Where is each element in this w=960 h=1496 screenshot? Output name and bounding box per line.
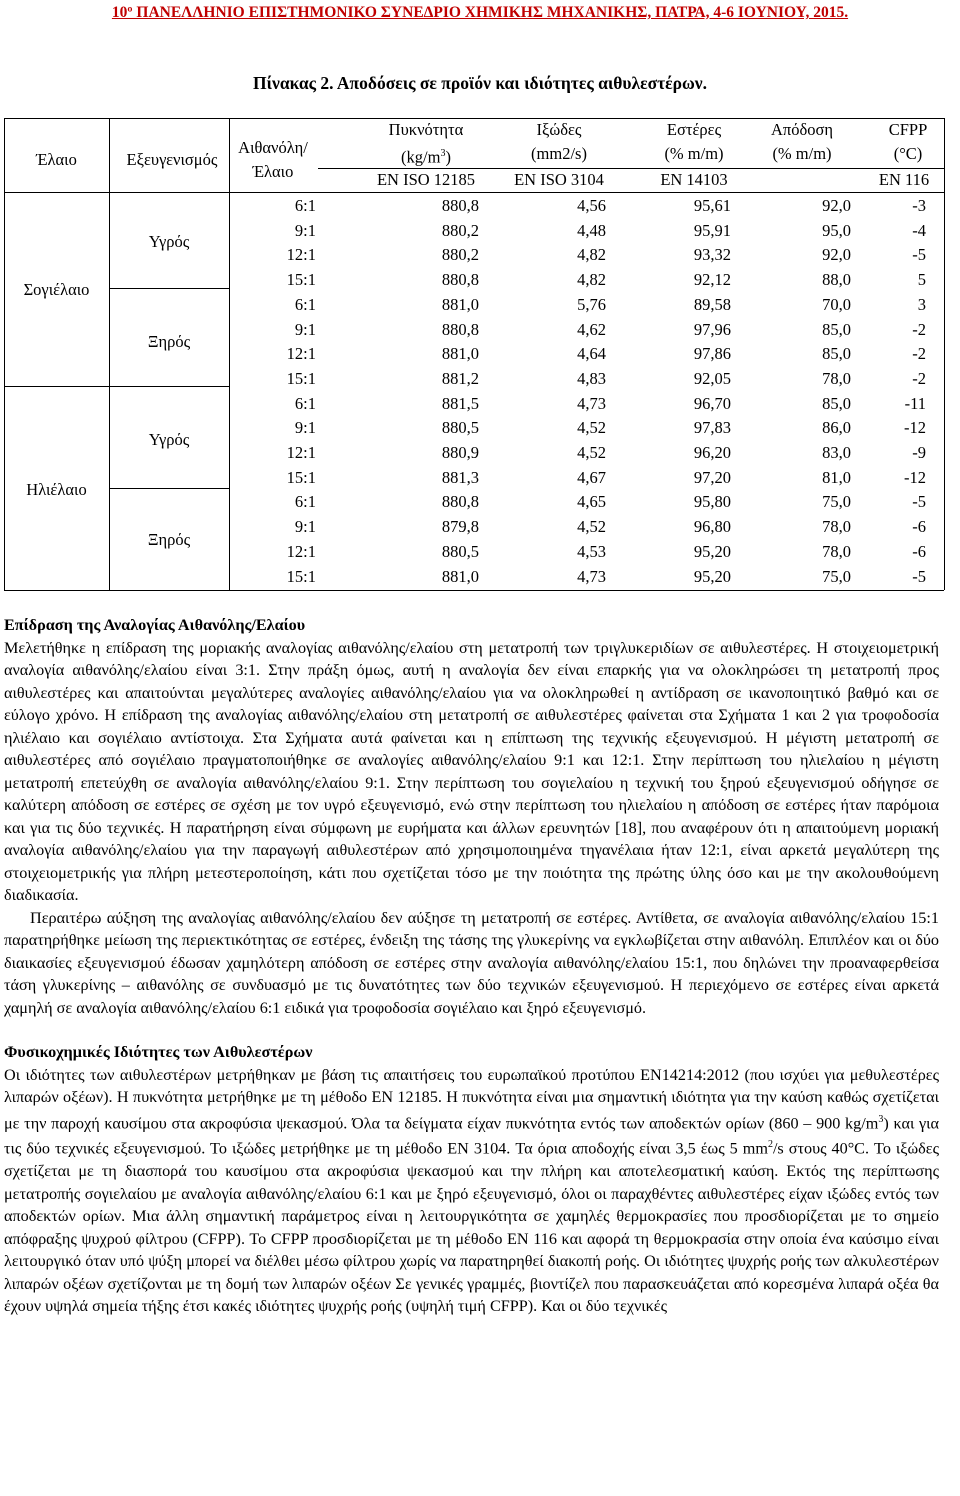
cell-ratio: 15:1 bbox=[286, 566, 316, 586]
table-row bbox=[4, 540, 944, 565]
refining-group-3: Υγρός bbox=[148, 430, 190, 449]
cell-density: 881,0 bbox=[441, 344, 479, 364]
cell-ratio: 6:1 bbox=[294, 492, 316, 512]
table-row bbox=[4, 342, 944, 367]
cell-yield: 92,0 bbox=[822, 196, 851, 215]
cell-esters: 92,05 bbox=[693, 368, 731, 388]
header-cfpp-line1: CFPP bbox=[888, 120, 928, 139]
cell-viscosity: 4,52 bbox=[577, 517, 606, 537]
cell-esters: 95,61 bbox=[693, 196, 731, 215]
cell-yield: 81,0 bbox=[822, 467, 851, 487]
cell-ratio: 6:1 bbox=[294, 294, 316, 314]
cell-viscosity: 5,76 bbox=[577, 294, 606, 314]
paragraph-properties: Οι ιδιότητες των αιθυλεστέρων μετρήθηκαν με βάση τις απαιτήσεις του ευρωπαϊκού προτύπου EN14214:2012 (που ισχύει για μεθυλεστέρες λιπαρών οξέων). Η πυκνότητα μετρήθηκε με τη μέθοδο EN 12185. Η πυκνότητα είναι μια σημαντική ιδιότητα για την καύση καθώς σχετίζεται με την παροχή καυσίμου στα ακροφύσια ψεκασμού. Όλα τα δείγματα είχαν πυκνότητα εντός των αποδεκτών ορίων (860 – 900 $kg/m^3$) και για τις δύο τεχνικές εξευγενισμού. Το ιξώδες μετρήθηκε με τη μέθοδο EN 3104. Τα όρια αποδοχής είναι 3,5 έως 5 $mm^2/s$ στους 40°C. Το ιξώδες σχετίζεται με τη διασπορά του καυσίμου στα ακροφύσια ψεκασμού και την πλήρη και αποτελεσματική καύση. Εκτός της περίπτωσης μετατροπής σογιελαίου με αναλογία αιθανόλης/ελαίου 6:1 και με ξηρό εξευγενισμό, όλοι οι παραχθέντες αιθυλεστέρες είχαν ιξώδες εντός των αποδεκτών ορίων. Μια άλλη σημαντική παράμετρος είναι η λειτουργικότητα σε χαμηλές θερμοκρασίες που προσδιορίζεται με το σημείο απόφραξης ψυχρού φίλτρου (CFPP). Το CFPP προσδιορίζεται με τη μέθοδο EN 116 και αφορά τη θερμοκρασία στην οποία ένα καύσιμο είναι λειτουργικό όταν υπό ψύξη μπορεί να διέλθει μέσω φίλτρου χωρίς να παρατηρηθεί διακοπή ροής. Οι ιδιότητες ψυχρής ροής των αλκυλεστέρων λιπαρών οξέων σχετίζονται με τη δομή των λιπαρών οξέων Σε γενικές γραμμές, βιοντίζελ που παρασκευάζεται από κορεσμένα λιπαρά οξέα θα έχουν υψηλά σημεία τήξης έτσι κακές ιδιότητες ψυχρής ροής (υψηλή τιμή CFPP). Και οι δύο τεχνικές bbox=[4, 1065, 939, 1316]
cell-cfpp: 3 bbox=[917, 294, 926, 314]
cell-esters: 96,20 bbox=[693, 443, 731, 462]
table-row bbox=[4, 565, 944, 590]
cell-esters: 97,96 bbox=[693, 319, 731, 339]
header-yield-line1: Απόδοση bbox=[770, 120, 834, 139]
standard-viscosity: EN ISO 3104 bbox=[514, 170, 604, 189]
cell-viscosity: 4,67 bbox=[577, 467, 606, 487]
refining-group-2: Ξηρός bbox=[147, 332, 191, 351]
cell-viscosity: 4,52 bbox=[577, 443, 606, 462]
density-superscript: 3 bbox=[440, 148, 446, 159]
cell-cfpp: -3 bbox=[912, 196, 926, 215]
cell-yield: 85,0 bbox=[822, 319, 851, 339]
cell-density: 879,8 bbox=[441, 517, 479, 537]
cell-ratio: 15:1 bbox=[286, 467, 316, 487]
cell-cfpp: -12 bbox=[904, 418, 926, 438]
body-text bbox=[4, 614, 939, 1318]
header-cfpp-line2: (°C) bbox=[893, 144, 923, 163]
cell-yield: 75,0 bbox=[822, 566, 851, 586]
cell-yield: 86,0 bbox=[822, 418, 851, 438]
refining-group-1: Υγρός bbox=[148, 232, 190, 251]
cell-yield: 78,0 bbox=[822, 541, 851, 561]
cell-esters: 96,70 bbox=[693, 393, 731, 413]
cell-esters: 95,20 bbox=[693, 541, 731, 561]
table-row bbox=[4, 515, 944, 540]
cell-viscosity: 4,53 bbox=[577, 541, 606, 561]
header-refining: Εξευγενισμός bbox=[126, 150, 218, 169]
standard-esters: EN 14103 bbox=[660, 170, 728, 189]
cell-ratio: 9:1 bbox=[294, 517, 316, 537]
cell-density: 881,3 bbox=[441, 467, 479, 487]
cell-density: 881,0 bbox=[441, 566, 479, 586]
cell-cfpp: -9 bbox=[912, 443, 926, 462]
cell-density: 880,8 bbox=[441, 492, 479, 512]
cell-viscosity: 4,65 bbox=[577, 492, 606, 512]
cell-yield: 78,0 bbox=[822, 368, 851, 388]
cell-ratio: 15:1 bbox=[286, 270, 316, 290]
cell-yield: 70,0 bbox=[822, 294, 851, 314]
header-viscosity-line2: (mm2/s) bbox=[531, 144, 587, 163]
header-yield-line2: (% m/m) bbox=[772, 144, 832, 163]
oil-group-sunflower: Ηλιέλαιο bbox=[26, 480, 87, 499]
page-header: 10º ΠΑΝΕΛΛΗΝΙΟ ΕΠΙΣΤΗΜΟΝΙΚΟ ΣΥΝΕΔΡΙΟ ΧΗΜΙΚΗΣ ΜΗΧΑΝΙΚΗΣ, ΠΑΤΡΑ, 4-6 ΙΟΥΝΙΟΥ, 2015. bbox=[111, 4, 849, 21]
paragraph-ratio-2: Περαιτέρω αύξηση της αναλογίας αιθανόλης/ελαίου δεν αύξησε τη μετατροπή σε εστέρες. Αντίθετα, σε αναλογία αιθανόλης/ελαίου 15:1 παρατηρήθηκε μείωση της περιεκτικότητας σε εστέρες, ένδειξη της τάσης της γλυκερίνης να εγκλωβίζεται στην αιθανόλη. Επιπλέον και οι δύο διαικασίες εξευγενισμού έδωσαν χαμηλότερη απόδοση σε εστέρες στην αναλογία αιθανόλης/ελαίου 15:1, που δηλώνει την προαναφερθείσα τάση γλυκερίνης – αιθανόλης σε συνδυασμό με τις δυνατότητες των δύο τεχνικών εξευγενισμού. Η περιεχόμενο σε εστέρες είναι αρκετά χαμηλή σε αναλογία αιθανόλης/ελαίου 6:1 ειδικά για τροφοδοσία σογιέλαιο και ξηρό εξευγενισμό. bbox=[4, 908, 939, 1017]
table-row bbox=[4, 194, 944, 219]
cell-viscosity: 4,52 bbox=[577, 418, 606, 438]
table-caption: Πίνακας 2. Αποδόσεις σε προϊόν και ιδιότητες αιθυλεστέρων. bbox=[253, 73, 707, 93]
cell-yield: 95,0 bbox=[822, 220, 851, 240]
cell-cfpp: -4 bbox=[912, 220, 926, 240]
cell-ratio: 12:1 bbox=[286, 245, 316, 265]
header-oil: Έλαιο bbox=[36, 150, 77, 169]
cell-esters: 97,83 bbox=[693, 418, 731, 438]
cell-ratio: 6:1 bbox=[294, 196, 316, 215]
cell-density: 880,2 bbox=[441, 220, 479, 240]
header-ratio-line2: Έλαιο bbox=[252, 162, 294, 181]
table-top-border bbox=[4, 118, 944, 119]
refining-group-4: Ξηρός bbox=[147, 530, 191, 549]
standard-density: EN ISO 12185 bbox=[376, 170, 476, 189]
cell-esters: 95,20 bbox=[693, 566, 731, 586]
cell-viscosity: 4,62 bbox=[577, 319, 606, 339]
cell-viscosity: 4,64 bbox=[577, 344, 606, 364]
cell-cfpp: -11 bbox=[904, 393, 926, 413]
cell-cfpp: -12 bbox=[904, 467, 926, 487]
header-viscosity-line1: Ιξώδες bbox=[536, 120, 582, 139]
cell-esters: 97,20 bbox=[693, 467, 731, 487]
cell-yield: 88,0 bbox=[822, 270, 851, 290]
cell-cfpp: -2 bbox=[912, 344, 926, 364]
standards-row-top bbox=[318, 168, 944, 169]
cell-yield: 92,0 bbox=[822, 245, 851, 265]
cell-density: 881,5 bbox=[441, 393, 479, 413]
table-row bbox=[4, 219, 944, 244]
header-density-line1: Πυκνότητα bbox=[388, 120, 464, 139]
table-row bbox=[4, 318, 944, 343]
cell-yield: 85,0 bbox=[822, 344, 851, 364]
header-esters-line2: (% m/m) bbox=[664, 144, 724, 163]
cell-density: 880,8 bbox=[441, 319, 479, 339]
table-row bbox=[4, 293, 944, 318]
cell-ratio: 9:1 bbox=[294, 418, 316, 438]
cell-ratio: 12:1 bbox=[286, 541, 316, 561]
cell-density: 880,8 bbox=[441, 270, 479, 290]
cell-yield: 75,0 bbox=[822, 492, 851, 512]
cell-viscosity: 4,73 bbox=[577, 566, 606, 586]
cell-esters: 96,80 bbox=[693, 517, 731, 537]
cell-esters: 89,58 bbox=[693, 294, 731, 314]
table-bottom-border bbox=[4, 590, 944, 591]
table-row bbox=[4, 243, 944, 268]
cell-viscosity: 4,48 bbox=[577, 220, 606, 240]
cell-cfpp: -6 bbox=[912, 517, 926, 537]
table-row bbox=[4, 441, 944, 466]
cell-density: 880,5 bbox=[441, 418, 479, 438]
cell-cfpp: -2 bbox=[912, 319, 926, 339]
cell-viscosity: 4,82 bbox=[577, 270, 606, 290]
cell-density: 880,9 bbox=[441, 443, 479, 462]
section-title-ratio: Επίδραση της Αναλογίας Αιθανόλης/Ελαίου bbox=[4, 616, 306, 634]
cell-cfpp: -6 bbox=[912, 541, 926, 561]
cell-ratio: 9:1 bbox=[294, 220, 316, 240]
cell-density: 880,8 bbox=[441, 196, 479, 215]
cell-cfpp: -5 bbox=[912, 245, 926, 265]
cell-ratio: 15:1 bbox=[286, 368, 316, 388]
cell-yield: 83,0 bbox=[822, 443, 851, 462]
section-title-properties: Φυσικοχημικές Ιδιότητες των Αιθυλεστέρων bbox=[4, 1043, 313, 1061]
cell-cfpp: 5 bbox=[917, 270, 926, 290]
cell-viscosity: 4,82 bbox=[577, 245, 606, 265]
standard-cfpp: EN 116 bbox=[878, 170, 930, 189]
cell-cfpp: -5 bbox=[912, 492, 926, 512]
header-bottom-border bbox=[4, 192, 944, 193]
cell-viscosity: 4,73 bbox=[577, 393, 606, 413]
table-row bbox=[4, 392, 944, 417]
cell-viscosity: 4,83 bbox=[577, 368, 606, 388]
cell-density: 881,0 bbox=[441, 294, 479, 314]
paragraph-ratio-1: Μελετήθηκε η επίδραση της μοριακής αναλογίας αιθανόλης/ελαίου στη μετατροπή των τριγλυκεριδίων σε αιθυλεστέρες. Η στοιχειομετρική αναλογία αιθανόλης/ελαίου είναι 3:1. Στην πράξη όμως, αυτή η αναλογία δεν είναι επαρκής για να ολοκληρώσει τη μετατροπή προς αιθυλεστέρες και απαιτούνται μεγαλύτερες αναλογίες αιθανόλης/ελαίου για να ολοκληρωθεί η αντίδραση σε ικανοποιητικό βαθμό και σε εύλογο χρόνο. Η επίδραση της αναλογίας αιθανόλης/ελαίου στη μετατροπή σε αιθυλεστέρες φαίνεται στα Σχήματα 1 και 2 για τροφοδοσία ηλιέλαιο και σογιέλαιο αντίστοιχα. Στα Σχήματα αυτά φαίνεται και η επίπτωση της τεχνικής εξευγενισμού. Η μέγιστη μετατροπή σε αιθυλεστέρες από σογιέλαιο πραγματοποιήθηκε σε αναλογίες αιθανόλης/ελαίου 9:1 και 12:1. Στην περίπτωση του ηλιελαίου η μέγιστη μετατροπή επετεύχθη σε αναλογία αιθανόλης/ελαίου 9:1. Στην περίπτωση του σογιελαίου η τεχνική του ξηρού εξευγενισμού οδήγησε σε καλύτερη απόδοση σε εστέρες σε σχέση με τον υγρό εξευγενισμό, ενώ στην περίπτωση του ηλιελαίου η απόδοση σε εστέρες ήταν παρόμοια και για τις δύο τεχνικές. Η παρατήρηση είναι σύμφωνη με ευρήματα και άλλων ερευνητών [18], που αναφέρουν ότι η απαιτούμενη μοριακή αναλογία αιθανόλης/ελαίου για την παραγωγή αιθυλεστέρων από χρησιμοποιημένα τηγανέλαια ήταν 12:1, είναι αρκετά μεγαλύτερη της στοιχειομετρικής για πλήρη μετεστεροποίηση, κάτι που σχετίζεται τόσο με την ποιότητα της πρώτης ύλης όσο και με την ακολουθούμενη διαδικασία. bbox=[4, 638, 939, 904]
col-divider-4 bbox=[944, 118, 945, 590]
cell-density: 880,2 bbox=[441, 245, 479, 265]
table-body bbox=[4, 194, 944, 590]
oil-group-soy: Σογιέλαιο bbox=[23, 280, 90, 299]
table-row bbox=[4, 490, 944, 515]
cell-viscosity: 4,56 bbox=[577, 196, 606, 215]
header-esters-line1: Εστέρες bbox=[666, 120, 722, 139]
table-row bbox=[4, 268, 944, 293]
cell-yield: 78,0 bbox=[822, 517, 851, 537]
cell-ratio: 9:1 bbox=[294, 319, 316, 339]
cell-esters: 93,32 bbox=[693, 245, 731, 265]
cell-cfpp: -5 bbox=[912, 566, 926, 586]
cell-yield: 85,0 bbox=[822, 393, 851, 413]
cell-density: 880,5 bbox=[441, 541, 479, 561]
cell-cfpp: -2 bbox=[912, 368, 926, 388]
results-table bbox=[4, 118, 944, 593]
cell-ratio: 6:1 bbox=[294, 393, 316, 413]
cell-esters: 95,80 bbox=[693, 492, 731, 512]
table-row bbox=[4, 367, 944, 392]
cell-esters: 95,91 bbox=[693, 220, 731, 240]
cell-esters: 92,12 bbox=[693, 270, 731, 290]
cell-density: 881,2 bbox=[441, 368, 479, 388]
cell-esters: 97,86 bbox=[693, 344, 731, 364]
cell-ratio: 12:1 bbox=[286, 344, 316, 364]
header-ratio-line1: Αιθανόλη/ bbox=[238, 138, 308, 157]
header-density-line2: $(kg/m^3)$ bbox=[401, 147, 451, 167]
table-row bbox=[4, 416, 944, 441]
cell-ratio: 12:1 bbox=[286, 443, 316, 462]
table-row bbox=[4, 466, 944, 491]
